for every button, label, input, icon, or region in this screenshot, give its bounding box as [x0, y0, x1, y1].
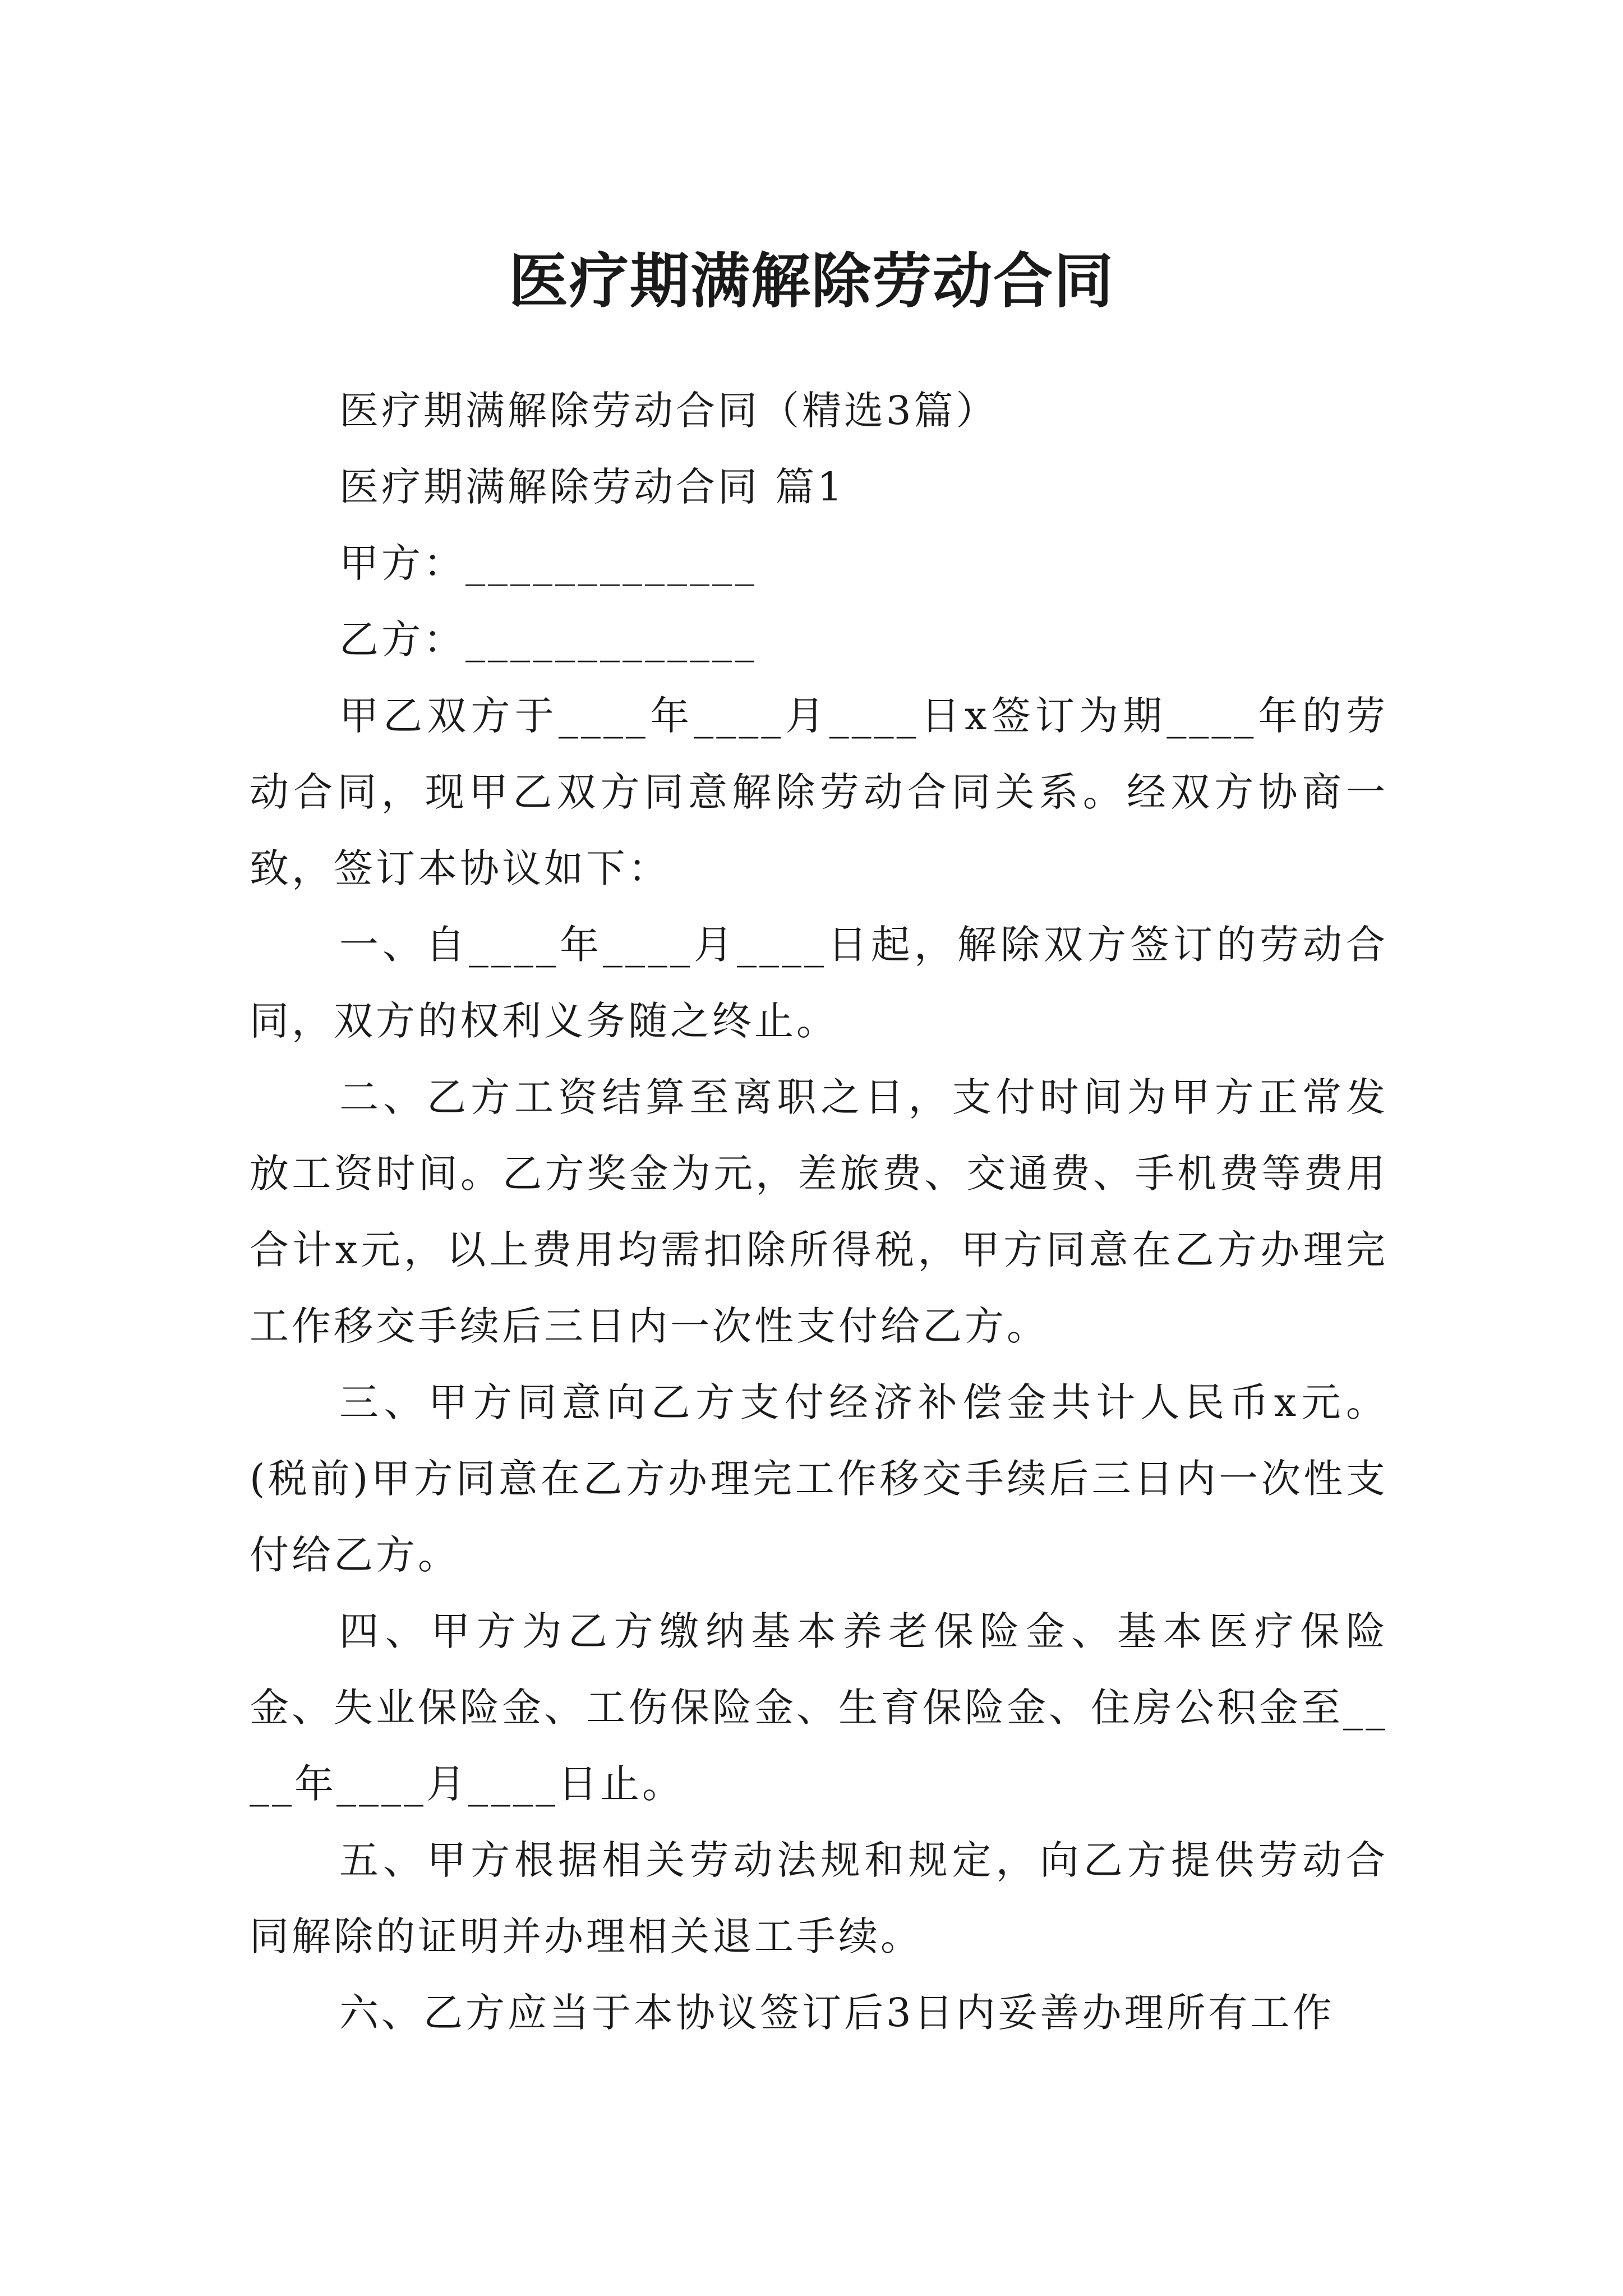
- paragraph-clause-5: 五、甲方根据相关劳动法规和规定，向乙方提供劳动合同解除的证明并办理相关退工手续。: [250, 1837, 1388, 1959]
- paragraph-intro: 甲乙双方于____年____月____日x签订为期____年的劳动合同，现甲乙双方同意解除劳动合同关系。经双方协商一致，签订本协议如下：: [250, 693, 1388, 891]
- paragraph-clause-1: 一、自____年____月____日起，解除双方签订的劳动合同，双方的权利义务随之终止。: [250, 922, 1388, 1044]
- paragraph-clause-3: 三、甲方同意向乙方支付经济补偿金共计人民币x元。(税前)甲方同意在乙方办理完工作移交手续后三日内一次性支付给乙方。: [250, 1379, 1388, 1578]
- paragraph-clause-4: 四、甲方为乙方缴纳基本养老保险金、基本医疗保险金、失业保险金、工伤保险金、生育保险金、住房公积金至____年____月____日止。: [250, 1608, 1388, 1807]
- document-title: 医疗期满解除劳动合同: [509, 246, 1114, 316]
- paragraph-party-a: 甲方：_____________: [339, 540, 757, 586]
- paragraph-clause-6: 六、乙方应当于本协议签订后3日内妥善办理所有工作: [339, 1990, 1335, 2036]
- paragraph-party-b: 乙方：_____________: [339, 616, 757, 662]
- paragraph-section-heading: 医疗期满解除劳动合同 篇1: [339, 464, 845, 510]
- paragraph-subtitle: 医疗期满解除劳动合同（精选3篇）: [339, 388, 998, 434]
- document-body: [250, 372, 1388, 2051]
- paragraph-clause-2: 二、乙方工资结算至离职之日，支付时间为甲方正常发放工资时间。乙方奖金为元，差旅费、交通费、手机费等费用合计x元，以上费用均需扣除所得税，甲方同意在乙方办理完工作移交手续后三日内一次性支付给乙方。: [250, 1074, 1388, 1349]
